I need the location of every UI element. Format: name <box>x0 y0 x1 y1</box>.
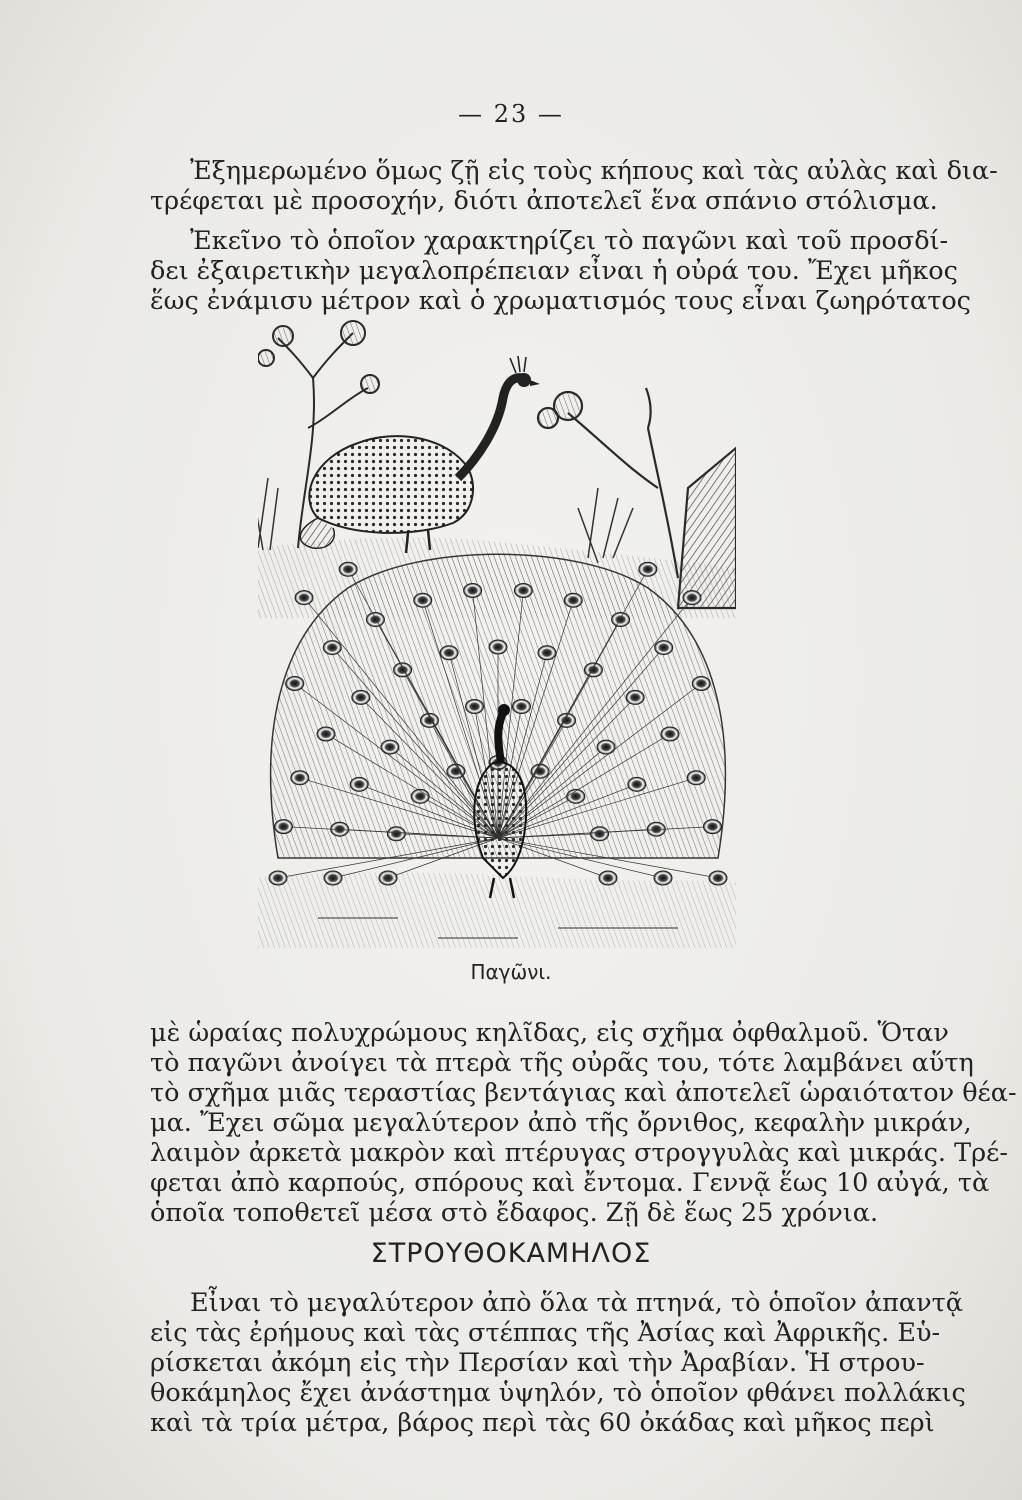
feather-eye <box>564 593 582 607</box>
feather-eye <box>394 663 412 677</box>
feather-eye <box>538 646 556 660</box>
feather-eye <box>414 593 432 607</box>
text-line: θοκάμηλος ἔχει ἀνάστημα ὑψηλόν, τὸ ὁποῖον φθάνει πολλάκις <box>150 1378 966 1408</box>
feather-eye <box>591 827 609 841</box>
feather-eye <box>295 591 313 605</box>
feather-eye <box>597 740 615 754</box>
text-line: δει ἐξαιρετικὴν μεγαλοπρέπειαν εἶναι ἡ οὐρά του. Ἔχει μῆκος <box>150 256 958 286</box>
peacock-illustration <box>258 318 736 948</box>
feather-eye <box>286 676 304 690</box>
text-line: τὸ σχῆμα μιᾶς τεραστίας βεντάγιας καὶ ἀποτελεῖ ὡραιότατον θέα- <box>150 1078 1017 1108</box>
feather-eye <box>275 820 293 834</box>
paragraph-1 <box>150 156 998 216</box>
feather-eye <box>692 676 710 690</box>
feather-eye <box>466 700 484 714</box>
feather-eye <box>366 613 384 627</box>
feather-eye <box>661 727 679 741</box>
text-line: ὁποῖα τοποθετεῖ μέσα στὸ ἔδαφος. Ζῇ δὲ ἕως 25 χρόνια. <box>150 1198 879 1228</box>
feather-eye <box>567 789 585 803</box>
paragraph-2 <box>150 226 971 316</box>
feather-eye <box>626 690 644 704</box>
feather-eye <box>350 777 368 791</box>
text-line: μα. Ἔχει σῶμα μεγαλύτερον ἀπὸ τῆς ὄρνιθος, κεφαλὴν μικράν, <box>150 1108 972 1138</box>
peahen-upper <box>300 356 540 553</box>
feather-eye <box>387 827 405 841</box>
text-line: ἕως ἐνάμισυ μέτρον καὶ ὁ χρωματισμός τους εἶναι ζωηρότατος <box>150 286 971 316</box>
feather-eye <box>683 591 701 605</box>
text-line: φεται ἀπὸ καρπούς, σπόρους καὶ ἔντομα. Γεννᾷ ἕως 10 αὐγά, τὰ <box>150 1168 990 1198</box>
figure-caption: Παγῶνι. <box>470 960 552 984</box>
text-line: εἰς τὰς ἐρήμους καὶ τὰς στέππας τῆς Ἀσίας καὶ Ἀφρικῆς. Εὑ- <box>150 1318 941 1348</box>
feather-eye <box>612 613 630 627</box>
paragraph-3 <box>150 1018 1017 1228</box>
paragraph-4 <box>150 1288 966 1438</box>
text-line: Εἶναι τὸ μεγαλύτερον ἀπὸ ὅλα τὰ πτηνά, τὸ ὁποῖον ἀπαντᾷ <box>190 1288 963 1318</box>
feather-eye <box>687 771 705 785</box>
text-line: Ἐκεῖνο τὸ ὁποῖον χαρακτηρίζει τὸ παγῶνι καὶ τοῦ προσδί- <box>190 226 949 256</box>
feather-eye <box>512 700 530 714</box>
text-line: τὸ παγῶνι ἀνοίγει τὰ πτερὰ τῆς οὐρᾶς του, τότε λαμβάνει αὕτη <box>150 1048 974 1078</box>
feather-eye <box>440 646 458 660</box>
feather-eye <box>514 583 532 597</box>
section-title: ΣΤΡΟΥΘΟΚΑΜΗΛΟΣ <box>370 1238 652 1269</box>
text-line: μὲ ὡραίας πολυχρώμους κηλῖδας, εἰς σχῆμα ὀφθαλμοῦ. Ὅταν <box>150 1018 949 1048</box>
feather-eye <box>628 777 646 791</box>
text-line: τρέφεται μὲ προσοχήν, διότι ἀποτελεῖ ἕνα σπάνιο στόλισμα. <box>150 186 938 216</box>
page-number: — 23 — <box>458 100 564 128</box>
feather-eye <box>291 771 309 785</box>
feather-eye <box>323 641 341 655</box>
text-line: καὶ τὰ τρία μέτρα, βάρος περὶ τὰς 60 ὀκάδας καὶ μῆκος περὶ <box>150 1408 935 1438</box>
feather-eye <box>381 740 399 754</box>
text-line: Ἐξημερωμένο ὅμως ζῇ εἰς τοὺς κήπους καὶ τὰς αὐλὰς καὶ δια- <box>190 156 998 186</box>
feather-eye <box>639 562 657 576</box>
feather-eye <box>655 641 673 655</box>
text-line: ρίσκεται ἀκόμη εἰς τὴν Περσίαν καὶ τὴν Ἀραβίαν. Ἡ στρου- <box>150 1348 925 1378</box>
feather-eye <box>411 789 429 803</box>
feather-eye <box>584 663 602 677</box>
feather-eye <box>339 562 357 576</box>
feather-eye <box>352 690 370 704</box>
feather-eye <box>489 640 507 654</box>
feather-eye <box>703 820 721 834</box>
feather-eye <box>317 727 335 741</box>
feather-eye <box>464 583 482 597</box>
text-line: λαιμὸν ἀρκετὰ μακρὸν καὶ πτέρυγας στρογγυλὰς καὶ μικράς. Τρέ- <box>150 1138 1008 1168</box>
